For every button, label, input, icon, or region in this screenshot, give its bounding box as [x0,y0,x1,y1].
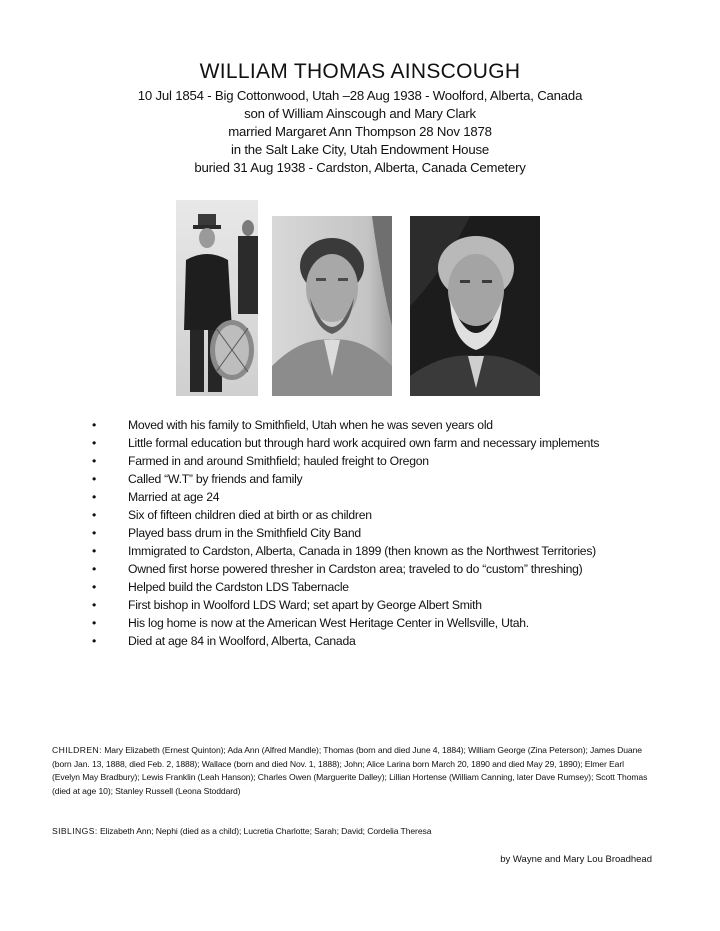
author-byline: by Wayne and Mary Lou Broadhead [500,854,652,865]
header-line-parents: son of William Ainscough and Mary Clark [244,106,476,121]
fact-text: Married at age 24 [128,490,220,504]
fact-text: Called “W.T” by friends and family [128,472,303,486]
photo-row [0,200,720,400]
bullet-marker: • [92,616,97,630]
list-item [92,562,652,577]
children-label: CHILDREN: [52,745,102,755]
header-line-marriage: married Margaret Ann Thompson 28 Nov 1878 [228,124,492,139]
siblings-label: SIBLINGS: [52,826,98,836]
fact-text: First bishop in Woolford LDS Ward; set apart by George Albert Smith [128,598,482,612]
photo-portrait-young [272,216,392,396]
bullet-marker: • [92,472,97,486]
list-item [92,508,652,523]
bullet-marker: • [92,490,97,504]
bullet-marker: • [92,544,97,558]
list-item [92,490,652,505]
fact-text: Farmed in and around Smithfield; hauled freight to Oregon [128,454,429,468]
siblings-paragraph [52,825,652,839]
list-item [92,418,652,433]
list-item [92,580,652,595]
photo-portrait-old [410,216,540,396]
photo-band-drummer [176,200,258,396]
list-item [92,454,652,469]
bullet-marker: • [92,634,97,648]
page-title: WILLIAM THOMAS AINSCOUGH [199,60,521,83]
fact-text: Six of fifteen children died at birth or as children [128,508,372,522]
bullet-marker: • [92,598,97,612]
bullet-marker: • [92,562,97,576]
children-text: Mary Elizabeth (Ernest Quinton); Ada Ann (Alfred Mandle); Thomas (born and died June 4, 1884); William George (Zina Peterson); James Duane (born Jan. 13, 1888, died Feb. 2, 1888); Wallace (born and died Nov. 1, 1888); John; Alice Larina born March 20, 1890 and died May 29, 1890); Elmer Earl (Evelyn May Bradbury); Lewis Franklin (Leah Hanson); Charles Owen (Marguerite Dalley); Lillian Hortense (William Canning, later Dave Rumsey); Scott Thomas (died at age 10); Stanley Russell (Leona Stoddard) [52,745,648,796]
list-item [92,526,652,541]
header-line-endowment: in the Salt Lake City, Utah Endowment House [231,142,489,157]
children-paragraph [52,744,652,798]
list-item [92,544,652,559]
fact-text: Helped build the Cardston LDS Tabernacle [128,580,349,594]
bullet-marker: • [92,454,97,468]
bullet-marker: • [92,580,97,594]
list-item [92,616,652,631]
fact-text: Moved with his family to Smithfield, Utah when he was seven years old [128,418,493,432]
fact-text: His log home is now at the American West Heritage Center in Wellsville, Utah. [128,616,529,630]
fact-text: Played bass drum in the Smithfield City Band [128,526,361,540]
list-item [92,634,652,649]
bullet-marker: • [92,526,97,540]
list-item [92,436,652,451]
header-line-burial: buried 31 Aug 1938 - Cardston, Alberta, Canada Cemetery [194,160,526,175]
list-item [92,598,652,613]
bullet-marker: • [92,418,97,432]
fact-text: Immigrated to Cardston, Alberta, Canada in 1899 (then known as the Northwest Territories) [128,544,596,558]
fact-text: Owned first horse powered thresher in Cardston area; traveled to do “custom” threshing) [128,562,583,576]
fact-text: Died at age 84 in Woolford, Alberta, Canada [128,634,356,648]
list-item [92,472,652,487]
bullet-marker: • [92,508,97,522]
header-line-dates: 10 Jul 1854 - Big Cottonwood, Utah –28 Aug 1938 - Woolford, Alberta, Canada [137,88,583,103]
siblings-text: Elizabeth Ann; Nephi (died as a child); Lucretia Charlotte; Sarah; David; Cordelia Theresa [99,826,432,836]
bullet-marker: • [92,436,97,450]
facts-list [92,418,652,652]
fact-text: Little formal education but through hard work acquired own farm and necessary implements [128,436,600,450]
